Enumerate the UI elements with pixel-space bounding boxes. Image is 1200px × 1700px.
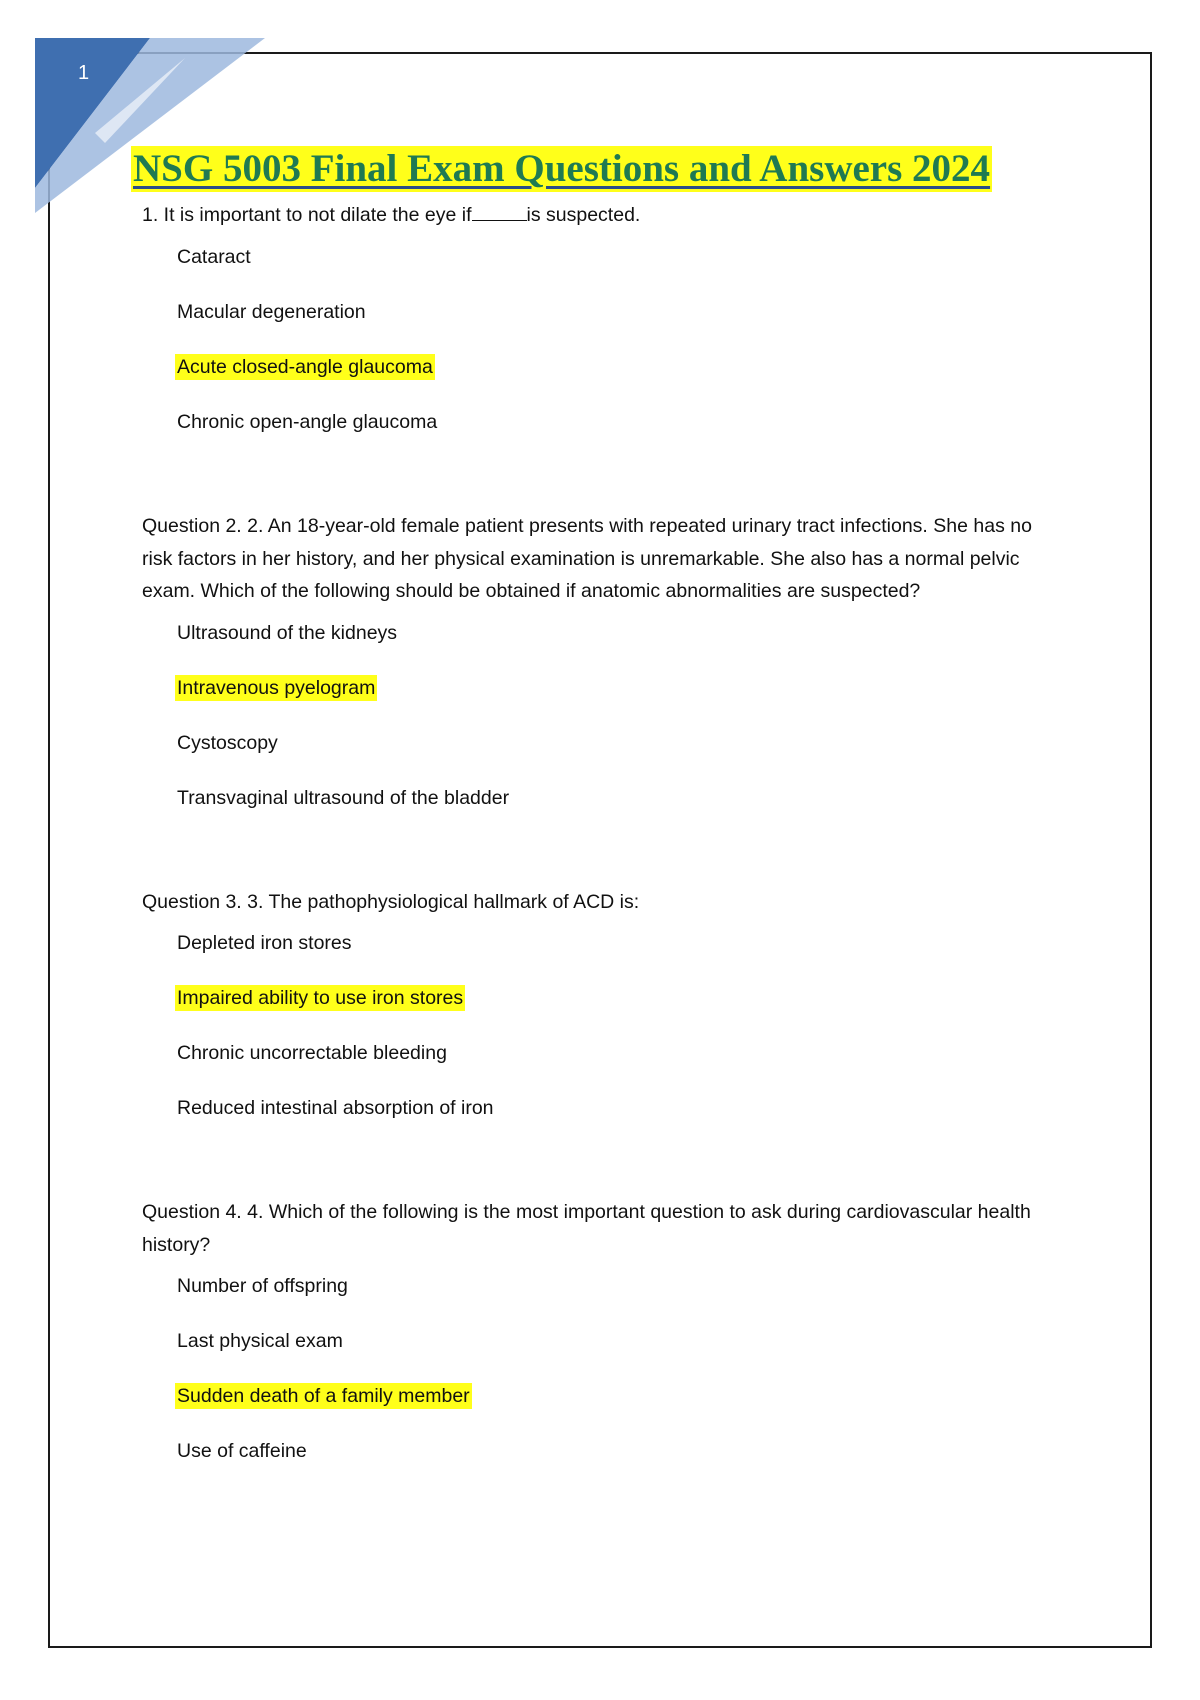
answer-options [142, 928, 1062, 1148]
answer-option: Cataract [177, 246, 251, 268]
page-number: 1 [78, 62, 90, 84]
answer-option: Ultrasound of the kidneys [177, 621, 398, 644]
question-text: Question 4. 4. Which of the following is the most important question to ask during cardiovascular health history? [142, 1201, 1031, 1256]
question-block [142, 1196, 1062, 1491]
answer-option: Depleted iron stores [177, 932, 352, 954]
answer-options [142, 618, 1062, 838]
question-prefix: 1. It is important to not dilate the eye if [142, 204, 472, 226]
question-suffix: is suspected. [526, 204, 641, 226]
answer-option: Chronic open-angle glaucoma [177, 411, 438, 433]
answer-option: Last physical exam [177, 1330, 343, 1352]
question-text: Question 2. 2. An 18-year-old female patient presents with repeated urinary tract infections. She has no risk factors in her history, and her physical examination is unremarkable. She also has a normal pelvic exam. Which of the following should be obtained if anatomic abnormalities are suspected? [142, 515, 1032, 602]
answer-option: Chronic uncorrectable bleeding [177, 1042, 447, 1064]
answer-options [142, 242, 1062, 462]
answer-option-correct: Acute closed-angle glaucoma [177, 356, 433, 378]
answer-option: Use of caffeine [177, 1440, 307, 1462]
answer-option: Transvaginal ultrasound of the bladder [177, 786, 510, 809]
answer-option: Reduced intestinal absorption of iron [177, 1097, 494, 1119]
answer-option: Cystoscopy [177, 731, 278, 754]
question-block [142, 510, 1062, 838]
answer-option: Number of offspring [177, 1275, 348, 1297]
question-block [142, 200, 1062, 462]
answer-option-correct: Sudden death of a family member [177, 1385, 470, 1407]
question-text [142, 200, 1062, 230]
document-body [142, 200, 1062, 1539]
question-block [142, 886, 1062, 1149]
question-text: Question 3. 3. The pathophysiological hallmark of ACD is: [142, 890, 640, 913]
answer-options [142, 1271, 1062, 1491]
fill-in-blank [472, 202, 527, 221]
answer-option-correct: Intravenous pyelogram [177, 676, 376, 699]
document-title: NSG 5003 Final Exam Questions and Answers 2024 [133, 147, 991, 190]
answer-option: Macular degeneration [177, 301, 366, 323]
answer-option-correct: Impaired ability to use iron stores [177, 987, 464, 1009]
